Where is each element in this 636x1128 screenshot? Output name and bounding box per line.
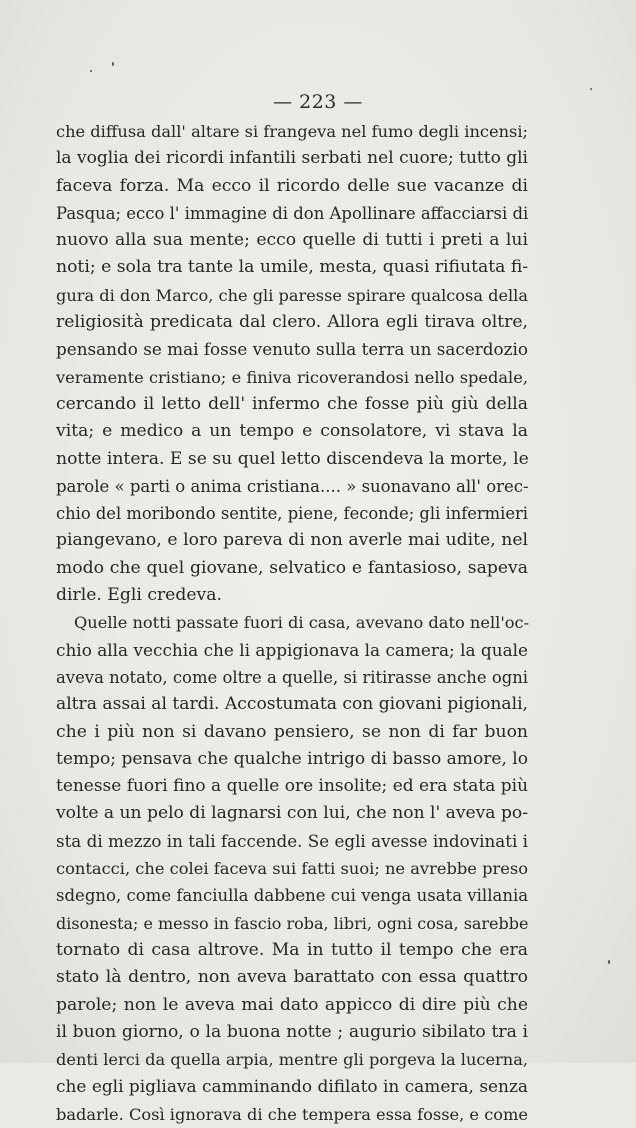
text-line: Pasqua; ecco l' immagine di don Apollinare affacciarsi di <box>56 203 529 223</box>
text-line: Quelle notti passate fuori di casa, avevano dato nell'oc- <box>74 613 530 633</box>
text-line: denti lerci da quella arpia, mentre gli porgeva la lucerna, <box>56 1050 528 1070</box>
text-line: che egli pigliava camminando difilato in camera, senza <box>56 1076 528 1097</box>
text-line: la voglia dei ricordi infantili serbati nel cuore; tutto gli <box>56 148 528 169</box>
text-line: noti; e sola tra tante la umile, mesta, quasi rifiutata fi- <box>56 257 529 278</box>
text-line: sta di mezzo in tali faccende. Se egli avesse indovinati i <box>56 830 528 851</box>
text-line: tenesse fuori fino a quelle ore insolite; ed era stata più <box>56 776 528 797</box>
page-number: — 223 — <box>273 91 363 113</box>
body-text <box>56 118 528 1128</box>
text-line: contacci, che colei faceva sui fatti suoi; ne avrebbe preso <box>56 859 528 879</box>
text-line: cercando il letto dell' infermo che fosse più giù della <box>56 393 528 414</box>
text-line: notte intera. E se su quel letto discendeva la morte, le <box>56 448 529 469</box>
text-line: veramente cristiano; e finiva ricoverandosi nello spedale, <box>56 367 528 387</box>
text-line: piangevano, e loro pareva di non averle mai udite, nel <box>56 530 528 551</box>
text-line: chio alla vecchia che li appigionava la camera; la quale <box>56 639 528 660</box>
text-line: faceva forza. Ma ecco il ricordo delle sue vacanze di <box>56 175 528 196</box>
text-line: sdegno, come fanciulla dabbene cui venga usata villania <box>56 886 529 906</box>
text-line: altra assai al tardi. Accostumata con giovani pigionali, <box>56 694 528 715</box>
text-line: religiosità predicata dal clero. Allora egli tirava oltre, <box>56 312 528 333</box>
text-line: pensando se mai fosse venuto sulla terra un sacerdozio <box>56 339 528 360</box>
text-line: modo che quel giovane, selvatico e fantasioso, sapeva <box>56 557 528 578</box>
text-line: stato là dentro, non aveva barattato con essa quattro <box>56 967 528 988</box>
text-line: parole « parti o anima cristiana.... » suonavano all' orec- <box>56 476 529 496</box>
text-line: aveva notato, come oltre a quelle, si ritirasse anche ogni <box>56 667 529 687</box>
text-line: tornato di casa altrove. Ma in tutto il tempo che era <box>56 939 528 960</box>
text-line: badarle. Così ignorava di che tempera essa fosse, e come <box>56 1104 529 1124</box>
text-line: parole; non le aveva mai dato appicco di dire più che <box>56 994 528 1015</box>
text-line: chio del moribondo sentite, piene, feconde; gli infermieri <box>56 504 528 524</box>
text-line: nuovo alla sua mente; ecco quelle di tutti i preti a lui <box>56 230 528 251</box>
text-line: vita; e medico a un tempo e consolatore, vi stava la <box>56 421 528 442</box>
text-line: dirle. Egli credeva. <box>56 585 222 606</box>
text-line: disonesta; e messo in fascio roba, libri, ogni cosa, sarebbe <box>56 913 529 933</box>
text-line: volte a un pelo di lagnarsi con lui, che non l' aveva po- <box>56 803 528 824</box>
text-line: il buon giorno, o la buona notte ; augurio sibilato tra i <box>56 1021 528 1042</box>
text-line: che diffusa dall' altare si frangeva nel fumo degli incensi; <box>56 122 528 141</box>
text-line: che i più non si davano pensiero, se non di far buon <box>56 721 528 742</box>
text-line: tempo; pensava che qualche intrigo di basso amore, lo <box>56 748 529 769</box>
text-line: gura di don Marco, che gli paresse spirare qualcosa della <box>56 285 528 305</box>
